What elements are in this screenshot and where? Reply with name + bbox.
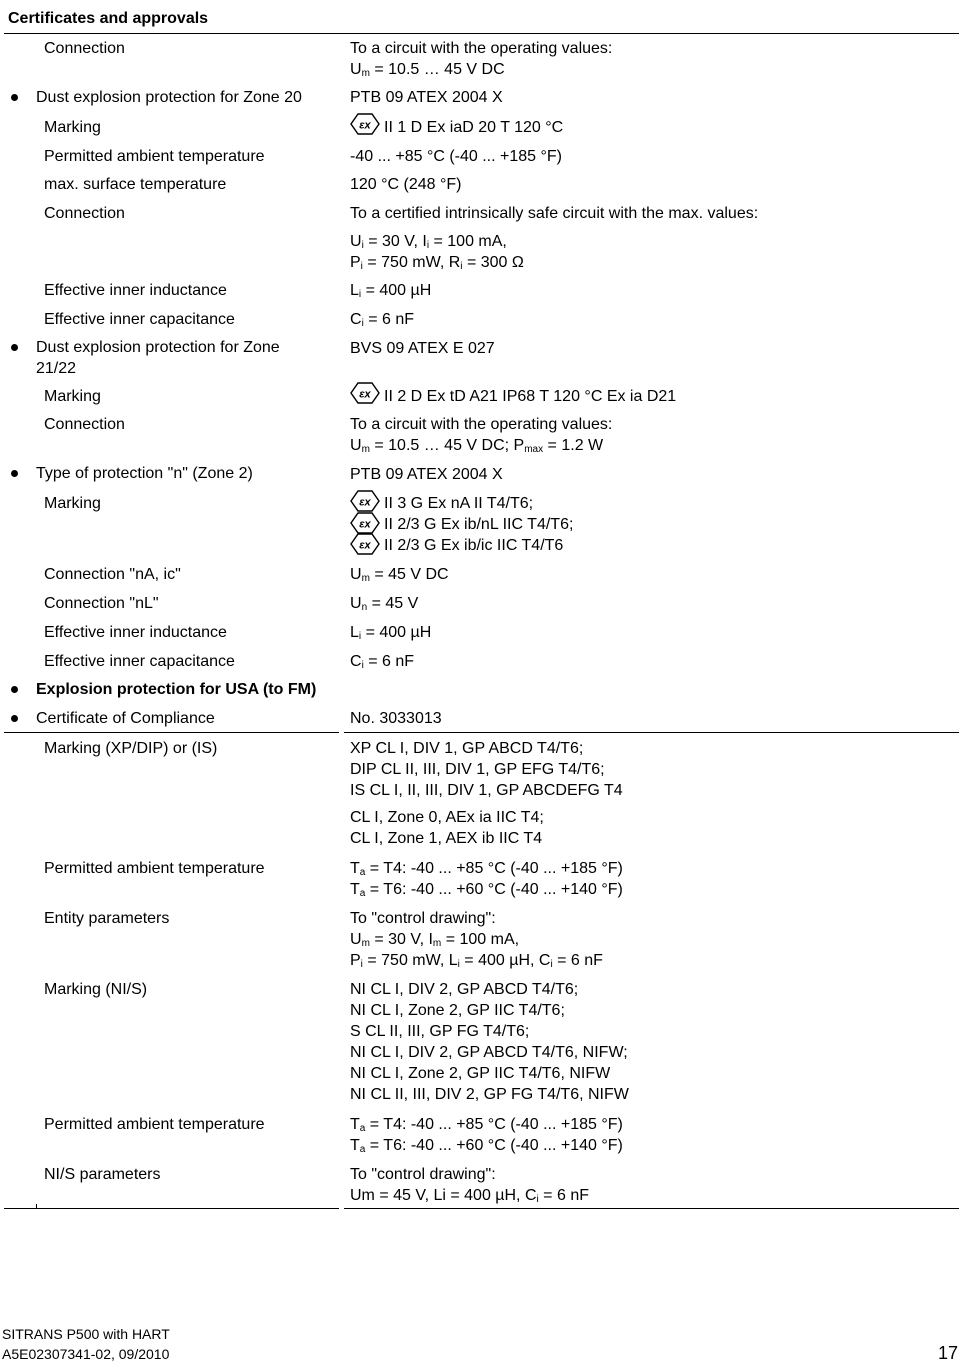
svg-text:εx: εx bbox=[359, 518, 371, 531]
row-label: 21/22 bbox=[36, 360, 77, 377]
bullet-icon bbox=[11, 470, 18, 477]
svg-text:εx: εx bbox=[359, 496, 371, 509]
row-label: max. surface temperature bbox=[44, 176, 227, 193]
row-value: CL I, Zone 0, AEx ia IIC T4; bbox=[350, 809, 544, 826]
row-label: Type of protection "n" (Zone 2) bbox=[36, 465, 253, 482]
row-label: Connection bbox=[44, 416, 125, 433]
row-value: II 3 G Ex nA II T4/T6; bbox=[384, 495, 534, 512]
bullet-icon bbox=[11, 94, 18, 101]
row-value: II 2 D Ex tD A21 IP68 T 120 °C Ex ia D21 bbox=[384, 388, 677, 405]
svg-text:εx: εx bbox=[359, 119, 371, 132]
row-label: NI/S parameters bbox=[44, 1166, 161, 1183]
row-label: Connection bbox=[44, 40, 125, 57]
footer-product: SITRANS P500 with HART bbox=[2, 1326, 170, 1342]
row-label: Certificate of Compliance bbox=[36, 710, 215, 727]
row-value: PTB 09 ATEX 2004 X bbox=[350, 466, 503, 483]
page-number: 17 bbox=[938, 1343, 959, 1363]
bullet-icon bbox=[11, 686, 18, 693]
row-value: NI CL I, DIV 2, GP ABCD T4/T6, NIFW; bbox=[350, 1044, 628, 1061]
row-label: Effective inner capacitance bbox=[44, 653, 235, 670]
svg-text:εx: εx bbox=[359, 388, 371, 401]
table-tick bbox=[36, 1204, 37, 1209]
bullet-icon bbox=[11, 715, 18, 722]
row-value: BVS 09 ATEX E 027 bbox=[350, 340, 495, 357]
row-label: Marking bbox=[44, 495, 101, 512]
table-rule bbox=[344, 1208, 959, 1209]
row-value: $P_i = 750$ mW, $R_i = 300$ Ω bbox=[350, 254, 524, 272]
bullet-icon bbox=[11, 344, 18, 351]
row-value: $L_i = 400$ µH bbox=[350, 282, 432, 300]
row-label: Permitted ambient temperature bbox=[44, 860, 265, 877]
row-value: To "control drawing": bbox=[350, 910, 496, 927]
row-label: Connection "nL" bbox=[44, 595, 159, 612]
row-label: Connection "nA, ic" bbox=[44, 566, 181, 583]
row-value: $U_i = 30$ V, $I_i = 100$ mA, bbox=[350, 233, 507, 251]
ex-hexagon-icon bbox=[350, 382, 380, 404]
ex-hexagon-icon bbox=[350, 490, 380, 512]
row-value: $T_a = T6$: -40 ... +60 °C (-40 ... +140 °F) bbox=[350, 1137, 623, 1155]
row-value: $C_i = 6$ nF bbox=[350, 653, 415, 671]
row-value: NI CL I, Zone 2, GP IIC T4/T6; bbox=[350, 1002, 565, 1019]
row-value: To a certified intrinsically safe circuit with the max. values: bbox=[350, 205, 759, 222]
row-value: DIP CL II, III, DIV 1, GP EFG T4/T6; bbox=[350, 761, 605, 778]
row-label: Marking bbox=[44, 119, 101, 136]
row-value: $T_a = T4$: -40 ... +85 °C (-40 ... +185 °F) bbox=[350, 860, 623, 878]
footer-docnumber: A5E02307341-02, 09/2010 bbox=[2, 1346, 170, 1362]
row-value: CL I, Zone 1, AEX ib IIC T4 bbox=[350, 830, 543, 847]
row-value: IS CL I, II, III, DIV 1, GP ABCDEFG T4 bbox=[350, 782, 623, 799]
row-value: $U_m = 30$ V, $I_m = 100$ mA, bbox=[350, 931, 520, 949]
table-rule bbox=[344, 732, 959, 733]
row-label: Explosion protection for USA (to FM) bbox=[36, 681, 317, 698]
row-label: Effective inner capacitance bbox=[44, 311, 235, 328]
row-label: Marking (NI/S) bbox=[44, 981, 148, 998]
row-label: Entity parameters bbox=[44, 910, 170, 927]
row-value: $T_a = T6$: -40 ... +60 °C (-40 ... +140 °F) bbox=[350, 881, 623, 899]
row-value: $T_a = T4$: -40 ... +85 °C (-40 ... +185 °F) bbox=[350, 1116, 623, 1134]
row-value: II 2/3 G Ex ib/ic IIC T4/T6 bbox=[384, 537, 564, 554]
row-value: NI CL I, Zone 2, GP IIC T4/T6, NIFW bbox=[350, 1065, 611, 1082]
row-value: $U_n = 45$ V bbox=[350, 595, 419, 613]
ex-hexagon-icon bbox=[350, 512, 380, 534]
row-value: No. 3033013 bbox=[350, 710, 442, 727]
table-rule bbox=[4, 1208, 339, 1209]
table-rule bbox=[4, 732, 339, 733]
svg-text:εx: εx bbox=[359, 539, 371, 552]
ex-hexagon-icon bbox=[350, 113, 380, 135]
row-value: PTB 09 ATEX 2004 X bbox=[350, 89, 503, 106]
row-value: $U_m = 45$ V DC bbox=[350, 566, 449, 584]
row-value: $U_m = 10.5$ … 45 V DC bbox=[350, 61, 505, 79]
row-value: 120 °C (248 °F) bbox=[350, 176, 462, 193]
row-label: Dust explosion protection for Zone 20 bbox=[36, 89, 302, 106]
row-value: $P_i = 750$ mW, $L_i = 400$ µH, $C_i = 6$ nF bbox=[350, 952, 603, 970]
row-value: -40 ... +85 °C (-40 ... +185 °F) bbox=[350, 148, 562, 165]
row-value: $U_m = 10.5$ … 45 V DC; $P_{max} = 1.2$ W bbox=[350, 437, 604, 455]
row-value: NI CL II, III, DIV 2, GP FG T4/T6, NIFW bbox=[350, 1086, 629, 1103]
row-label: Marking (XP/DIP) or (IS) bbox=[44, 740, 218, 757]
row-value: S CL II, III, GP FG T4/T6; bbox=[350, 1023, 530, 1040]
header-rule bbox=[4, 33, 959, 34]
row-label: Effective inner inductance bbox=[44, 624, 227, 641]
row-value: II 1 D Ex iaD 20 T 120 °C bbox=[384, 119, 564, 136]
row-value: $L_i = 400$ µH bbox=[350, 624, 432, 642]
row-label: Connection bbox=[44, 205, 125, 222]
row-value: To "control drawing": bbox=[350, 1166, 496, 1183]
row-value: II 2/3 G Ex ib/nL IIC T4/T6; bbox=[384, 516, 574, 533]
row-value: XP CL I, DIV 1, GP ABCD T4/T6; bbox=[350, 740, 584, 757]
section-title: Certificates and approvals bbox=[8, 10, 209, 27]
row-value: To a circuit with the operating values: bbox=[350, 40, 613, 57]
row-label: Dust explosion protection for Zone bbox=[36, 339, 280, 356]
row-value: $C_i = 6$ nF bbox=[350, 311, 415, 329]
row-label: Marking bbox=[44, 388, 101, 405]
row-value: To a circuit with the operating values: bbox=[350, 416, 613, 433]
row-label: Permitted ambient temperature bbox=[44, 148, 265, 165]
row-value: NI CL I, DIV 2, GP ABCD T4/T6; bbox=[350, 981, 579, 998]
row-label: Effective inner inductance bbox=[44, 282, 227, 299]
ex-hexagon-icon bbox=[350, 533, 380, 555]
row-label: Permitted ambient temperature bbox=[44, 1116, 265, 1133]
row-value: Um = 45 V, Li = 400 µH, $C_i = 6$ nF bbox=[350, 1187, 589, 1205]
